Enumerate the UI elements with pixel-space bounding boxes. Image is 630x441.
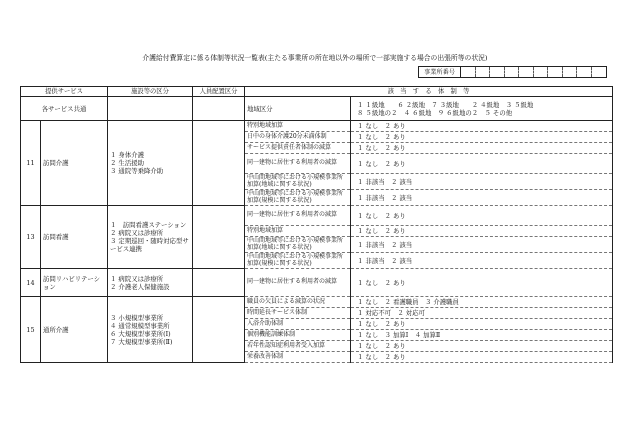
item-label: 時間延長サービス体制 xyxy=(245,308,351,319)
office-number-box xyxy=(505,67,520,77)
item-label: 若年性認知症利用者受入加算 xyxy=(245,341,351,352)
office-number-box xyxy=(592,67,607,77)
header-row xyxy=(21,87,613,97)
table-row xyxy=(21,121,613,132)
header-facility: 施設等の区分 xyxy=(108,87,193,97)
office-number-box xyxy=(461,67,476,77)
service-code: 15 xyxy=(21,297,41,363)
common-service: 各サービス共通 xyxy=(21,97,108,121)
item-value: １ なし ２ あり xyxy=(351,226,613,237)
header-items: 該 当 す る 体 制 等 xyxy=(245,87,613,97)
item-label: 中山間地域等における小規模事業所加算(地域に関する状況) xyxy=(245,237,351,253)
item-label: 栄養改善体制 xyxy=(245,352,351,363)
service-name: 通所介護 xyxy=(41,297,108,363)
office-number-box xyxy=(519,67,534,77)
office-number-label: 事業所番号 xyxy=(419,67,461,77)
item-label: 同一建物に居住する利用者の減算 xyxy=(245,154,351,174)
facility-category: １ 病院又は診療所 ２ 介護老人保健施設 xyxy=(108,269,193,297)
item-label: 特別地域加算 xyxy=(245,121,351,132)
item-value: １ なし ２ あり xyxy=(351,319,613,330)
common-staff xyxy=(193,97,245,121)
item-value: １ なし ２ あり xyxy=(351,269,613,297)
item-value: １ なし ３ 加算Ⅰ ４ 加算Ⅱ xyxy=(351,330,613,341)
item-label: 入浴介助体制 xyxy=(245,319,351,330)
staff-category xyxy=(193,297,245,363)
staff-category xyxy=(193,121,245,206)
item-label: 同一建物に居住する利用者の減算 xyxy=(245,206,351,226)
facility-category: １ 身体介護 ２ 生活援助 ３ 通院等乗降介助 xyxy=(108,121,193,206)
item-label: 日中の身体介護20分未満体制 xyxy=(245,132,351,143)
common-value-line1: １ １級地 ６ ２級地 ７ ３級地 ２ ４級地 ３ ５級地 xyxy=(357,100,534,109)
service-name: 訪問介護 xyxy=(41,121,108,206)
item-label: 同一建物に居住する利用者の減算 xyxy=(245,269,351,297)
facility-category: ３ 小規模型事業所 ４ 通常規模型事業所 ６ 大規模型事業所(Ⅰ) ７ 大規模型事業所(Ⅱ) xyxy=(108,297,193,363)
office-number-box xyxy=(476,67,491,77)
common-row xyxy=(21,97,613,121)
item-value: １ なし ２ あり xyxy=(351,143,613,154)
header-service: 提供サービス xyxy=(21,87,108,97)
table-row xyxy=(21,269,613,297)
item-label: 中山間地域等における小規模事業所加算(地域に関する状況) xyxy=(245,174,351,190)
item-value: １ 非該当 ２ 該当 xyxy=(351,174,613,190)
common-value xyxy=(351,97,613,121)
item-label: 職員の欠員による減算の状況 xyxy=(245,297,351,308)
item-value: １ 対応不可 ２ 対応可 xyxy=(351,308,613,319)
item-value: １ なし ２ あり xyxy=(351,154,613,174)
item-label: 個別機能訓練体制 xyxy=(245,330,351,341)
item-value: １ 非該当 ２ 該当 xyxy=(351,253,613,269)
service-code: 11 xyxy=(21,121,41,206)
item-label: サービス提供責任者体制の減算 xyxy=(245,143,351,154)
item-label: 特別地域加算 xyxy=(245,226,351,237)
document-title: 介護給付費算定に係る体制等状況一覧表(主たる事業所の所在地以外の場所で一部実施する場合の出張所等の状況) xyxy=(142,54,488,62)
staff-category xyxy=(193,206,245,269)
item-value: １ なし ２ あり xyxy=(351,352,613,363)
table-row xyxy=(21,206,613,226)
service-name: 訪問リハビリテーション xyxy=(41,269,108,297)
office-number-box xyxy=(563,67,578,77)
table-row xyxy=(21,297,613,308)
item-value: １ なし ２ 看護職員 ３ 介護職員 xyxy=(351,297,613,308)
item-value: １ 非該当 ２ 該当 xyxy=(351,237,613,253)
item-value: １ なし ２ あり xyxy=(351,341,613,352)
item-value: １ なし ２ あり xyxy=(351,206,613,226)
service-name: 訪問看護 xyxy=(41,206,108,269)
status-table xyxy=(20,86,613,363)
service-code: 13 xyxy=(21,206,41,269)
item-label: 中山間地域等における小規模事業所加算(規模に関する状況) xyxy=(245,253,351,269)
header-staff: 人員配置区分 xyxy=(193,87,245,97)
staff-category xyxy=(193,269,245,297)
office-number-box xyxy=(490,67,505,77)
office-number-box xyxy=(534,67,549,77)
office-number-box xyxy=(577,67,592,77)
facility-category: １ 訪問看護ステーション ２ 病院又は診療所 ３ 定期巡回・随時対応型サービス連携 xyxy=(108,206,193,269)
office-number-field xyxy=(418,66,607,78)
common-facility xyxy=(108,97,193,121)
item-value: １ なし ２ あり xyxy=(351,121,613,132)
common-item: 地域区分 xyxy=(245,97,351,121)
item-value: １ 非該当 ２ 該当 xyxy=(351,190,613,206)
item-value: １ なし ２ あり xyxy=(351,132,613,143)
common-value-line2: ８ ５級地の２ ４ ６級地 ９ ６級地の２ ５ その他 xyxy=(357,108,513,117)
item-label: 中山間地域等における小規模事業所加算(規模に関する状況) xyxy=(245,190,351,206)
office-number-box xyxy=(548,67,563,77)
service-code: 14 xyxy=(21,269,41,297)
